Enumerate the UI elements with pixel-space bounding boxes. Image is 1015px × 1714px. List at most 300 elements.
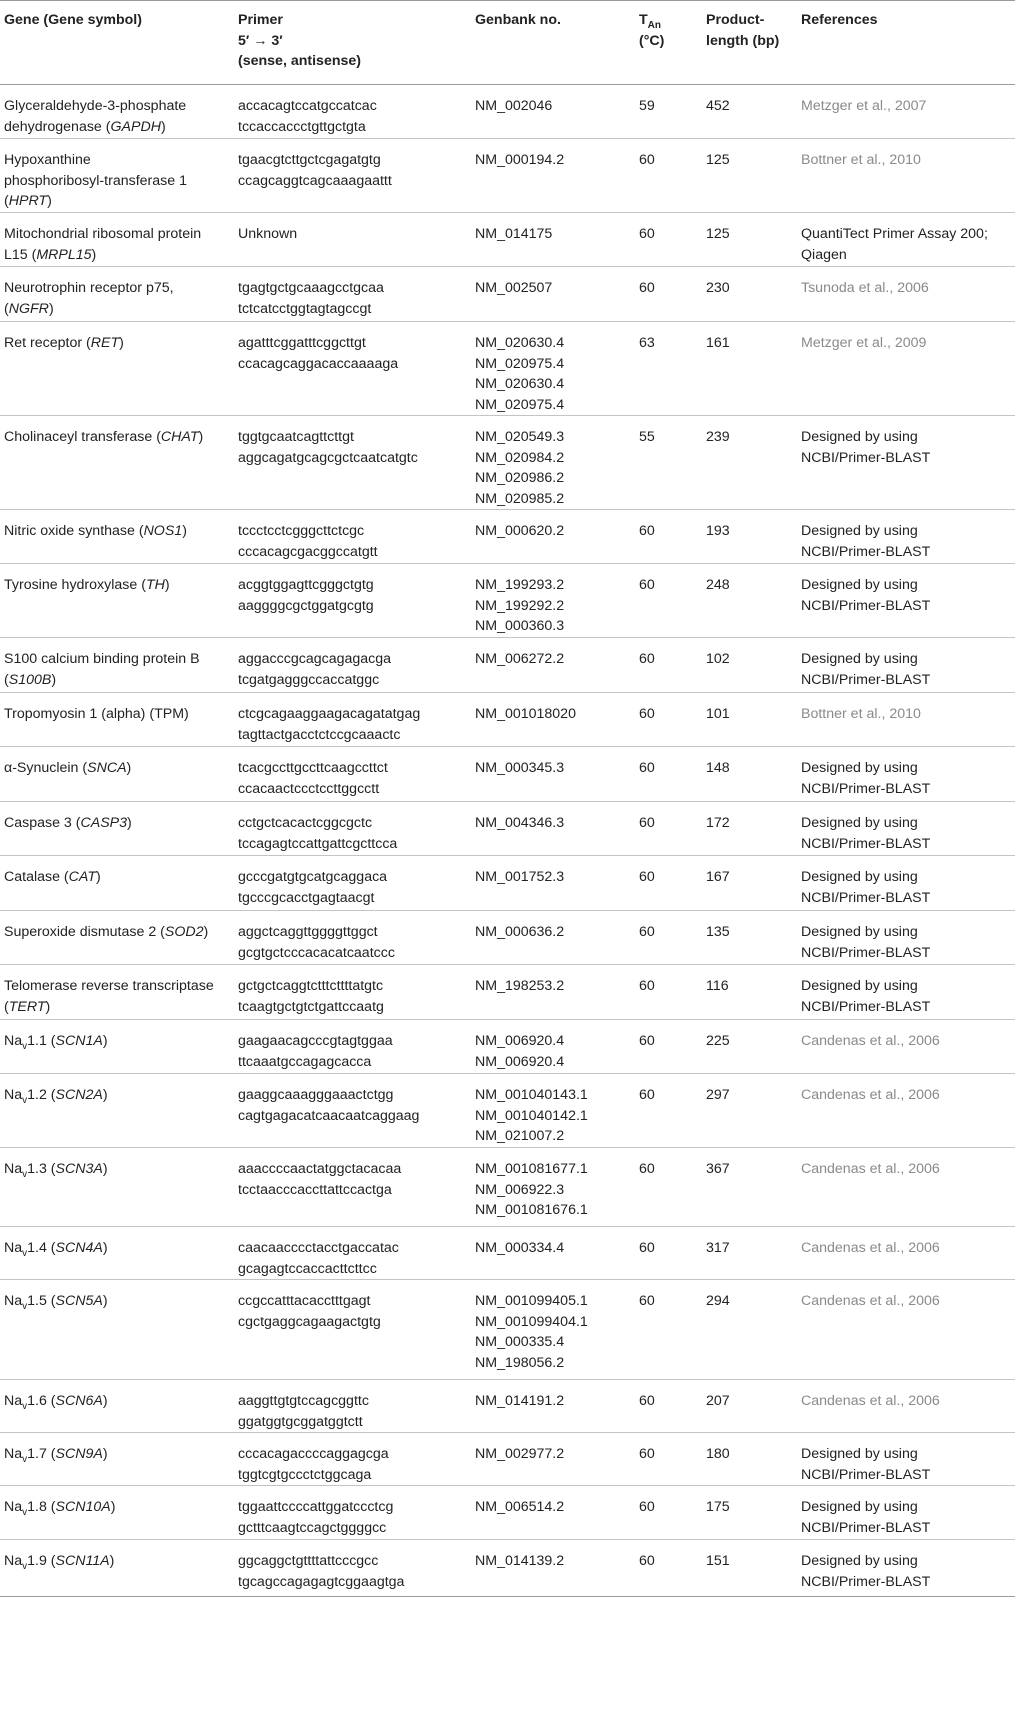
table-row [0,85,1015,139]
gene-text: v [22,1400,28,1412]
product-length-cell: 151 [706,1540,801,1597]
genbank-accession: NM_020975.4 [475,396,565,413]
primer-sequence: gaaggcaaagggaaactctgg [238,1087,394,1103]
product-length-cell: 125 [706,213,801,267]
gene-text: 1.1 ( [27,1033,56,1049]
table-row [0,1020,1015,1074]
gene-line [4,1291,238,1312]
gene-cell [0,1227,238,1280]
gene-cell [0,322,238,416]
genbank-accession: NM_020975.4 [475,355,565,372]
gene-line [4,245,238,266]
product-length-cell: 161 [706,322,801,416]
genbank-cell [475,1074,639,1148]
gene-line [4,704,238,725]
gene-text: v [22,1247,28,1259]
gene-cell [0,85,238,139]
genbank-accession: NM_020986.2 [475,470,565,486]
genbank-accession: NM_020984.2 [475,449,565,466]
reference-cell[interactable] [801,267,1015,322]
gene-text: Na [4,1293,23,1309]
table-row [0,1486,1015,1540]
reference-text: NCBI/Primer-BLAST [801,889,931,906]
gene-symbol: SNCA [87,760,127,776]
primer-cell [238,510,475,564]
gene-symbol: NOS1 [143,523,183,539]
genbank-cell [475,693,639,747]
gene-symbol: SCN9A [55,1446,103,1462]
reference-text: NCBI/Primer-BLAST [801,449,931,466]
gene-text: Mitochondrial ribosomal protein [4,226,202,242]
header-primer: Primer 5′ → 3′ (sense, antisense) [238,1,475,85]
primer-cell [238,1433,475,1486]
reference-cell[interactable] [801,322,1015,416]
reference-link[interactable]: Bottner et al., 2010 [801,152,921,168]
primer-cell [238,416,475,510]
table-row [0,747,1015,802]
annealing-temp-cell: 60 [639,638,706,693]
gene-cell [0,1148,238,1227]
primer-cell [238,1280,475,1380]
gene-text: ) [102,1240,108,1256]
gene-text: ) [102,1161,108,1177]
table-row [0,510,1015,564]
product-length-cell: 193 [706,510,801,564]
gene-line [4,333,238,354]
gene-cell [0,510,238,564]
gene-text: ) [164,577,170,593]
gene-cell [0,1020,238,1074]
gene-cell [0,139,238,213]
genbank-accession: NM_014175 [475,226,553,242]
gene-line [4,1031,238,1052]
genbank-accession: NM_002977.2 [475,1446,565,1462]
annealing-temp-cell: 60 [639,1020,706,1074]
genbank-accession: NM_006922.3 [475,1181,565,1198]
primer-sequence: tccaccaccctgttgctgta [238,118,366,135]
genbank-accession: NM_001040143.1 [475,1087,588,1103]
genbank-cell [475,747,639,802]
reference-cell[interactable] [801,1280,1015,1380]
reference-link[interactable]: Candenas et al., 2006 [801,1240,940,1256]
gene-line [4,299,238,320]
primer-sequence: aggacccgcagcagagacga [238,651,392,667]
gene-text: ) [102,1293,108,1309]
gene-symbol: SCN4A [55,1240,103,1256]
gene-text: ) [203,924,209,940]
gene-line [4,1159,238,1180]
gene-line [4,117,238,138]
gene-cell [0,1280,238,1380]
genbank-cell [475,1227,639,1280]
table-row [0,1433,1015,1486]
gene-text: 1.9 ( [27,1553,56,1569]
primer-sequence: aaggggcgctggatgcgtg [238,597,374,614]
gene-text: ( [4,300,9,317]
annealing-temp-cell: 60 [639,1074,706,1148]
gene-text: Caspase 3 ( [4,815,81,831]
genbank-accession: NM_020630.4 [475,335,565,351]
reference-link[interactable]: Candenas et al., 2006 [801,1161,940,1177]
gene-symbol: CAT [68,869,96,885]
genbank-accession: NM_001081676.1 [475,1202,588,1218]
gene-text: ) [182,523,187,539]
gene-text: Superoxide dismutase 2 ( [4,924,165,940]
primer-sequence: cctgctcacactcggcgctc [238,815,373,831]
genbank-accession: NM_198253.2 [475,978,565,994]
primer-cell [238,802,475,856]
gene-text: ) [126,760,132,776]
table-body [0,85,1015,1597]
reference-cell [801,510,1015,564]
reference-link[interactable]: Candenas et al., 2006 [801,1293,940,1309]
gene-text: α-Synuclein ( [4,760,88,776]
product-length-cell: 297 [706,1074,801,1148]
primer-sequence: tagttactgacctctccgcaaactc [238,726,401,743]
reference-cell [801,965,1015,1020]
reference-text: NCBI/Primer-BLAST [801,543,931,560]
primer-sequence: cccacagaccccaggagcga [238,1446,389,1462]
table-row [0,564,1015,638]
primer-sequence: cccacagcgacggccatgtt [238,543,378,560]
primer-sequence: ccagcaggtcagcaaagaattt [238,172,392,189]
primer-cell [238,1148,475,1227]
reference-cell [801,1433,1015,1486]
genbank-accession: NM_000360.3 [475,618,565,634]
genbank-accession: NM_006920.4 [475,1033,565,1049]
gene-cell [0,1540,238,1597]
genbank-accession: NM_001752.3 [475,869,565,885]
gene-cell [0,267,238,322]
primer-cell [238,564,475,638]
gene-text: v [22,1300,28,1312]
gene-cell [0,747,238,802]
genbank-accession: NM_000636.2 [475,924,565,940]
genbank-cell [475,213,639,267]
reference-text: NCBI/Primer-BLAST [801,597,931,614]
gene-symbol: SOD2 [164,924,204,940]
annealing-temp-cell: 60 [639,1148,706,1227]
annealing-temp-cell: 60 [639,213,706,267]
reference-cell[interactable] [801,85,1015,139]
gene-text: ) [51,671,57,688]
genbank-cell [475,856,639,911]
gene-symbol: CHAT [160,429,199,445]
gene-line [4,575,238,596]
gene-text: 1.6 ( [27,1393,56,1409]
gene-symbol: SCN6A [55,1393,103,1409]
reference-link[interactable]: Candenas et al., 2006 [801,1033,940,1049]
gene-symbol: SCN10A [55,1499,111,1515]
primer-sequence: tgcagccagagagtcggaagtga [238,1573,405,1590]
genbank-accession: NM_020630.4 [475,376,565,392]
reference-text: Designed by using [801,978,918,994]
gene-text: v [22,1453,28,1465]
gene-cell [0,1486,238,1540]
reference-cell[interactable] [801,693,1015,747]
genbank-cell [475,322,639,416]
reference-text: NCBI/Primer-BLAST [801,1519,931,1536]
primer-sequence: tccagagtccattgattcgcttcca [238,835,398,852]
primer-cell [238,693,475,747]
gene-text: ) [102,1033,108,1049]
gene-cell [0,1433,238,1486]
header-gene: Gene (Gene symbol) [0,1,238,85]
gene-text: Catalase ( [4,869,69,885]
reference-cell[interactable] [801,1148,1015,1227]
primer-sequence: tcaagtgctgtctgattccaatg [238,998,384,1015]
primer-sequence: aaaccccaactatggctacacaa [238,1161,402,1177]
annealing-temp-cell: 59 [639,85,706,139]
primer-sequence: tggtgcaatcagttcttgt [238,429,354,445]
table-row [0,1227,1015,1280]
primer-sequence: tggaattccccattggatccctcg [238,1499,394,1515]
primer-sequence: ccgccatttacacctttgagt [238,1293,371,1309]
annealing-temp-cell: 60 [639,1433,706,1486]
gene-text: 1.3 ( [27,1161,56,1177]
gene-line [4,1085,238,1106]
primer-sequence: tgagtgctgcaaagcctgcaa [238,280,384,296]
gene-text: ) [91,246,97,263]
genbank-accession: NM_020985.2 [475,490,565,507]
primer-sequence: gaagaacagcccgtagtggaa [238,1033,393,1049]
product-length-cell: 317 [706,1227,801,1280]
gene-cell [0,213,238,267]
gene-text: Tyrosine hydroxylase ( [4,577,146,593]
primer-sequence: tgaacgtcttgctcgagatgtg [238,152,381,168]
primer-sequence: ctcgcagaaggaagacagatatgag [238,706,421,722]
annealing-temp-cell: 60 [639,747,706,802]
gene-line [4,922,238,943]
table-row [0,267,1015,322]
primer-sequence: ttcaaatgccagagcacca [238,1053,372,1070]
gene-line [4,150,238,171]
gene-text: dehydrogenase ( [4,118,111,135]
reference-link[interactable]: Metzger et al., 2009 [801,335,927,351]
primer-sequence: tctcatcctggtagtagccgt [238,300,372,317]
gene-symbol: SCN3A [55,1161,103,1177]
reference-text: Designed by using [801,924,918,940]
gene-text: Tropomyosin 1 (alpha) (TPM) [4,706,189,722]
product-length-cell: 167 [706,856,801,911]
primer-sequence: gctttcaagtccagctggggcc [238,1519,387,1536]
annealing-temp-cell: 60 [639,1540,706,1597]
genbank-cell [475,1540,639,1597]
product-length-cell: 294 [706,1280,801,1380]
gene-cell [0,693,238,747]
reference-link[interactable]: Candenas et al., 2006 [801,1393,940,1409]
gene-text: v [22,1168,28,1180]
primer-sequence: aggctcaggttggggttggct [238,924,378,940]
gene-text: v [22,1560,28,1572]
gene-symbol: MRPL15 [36,246,92,263]
reference-text: NCBI/Primer-BLAST [801,998,931,1015]
gene-text: ) [110,1499,116,1515]
reference-text: NCBI/Primer-BLAST [801,780,931,797]
genbank-accession: NM_001081677.1 [475,1161,588,1177]
gene-text: v [22,1506,28,1518]
genbank-cell [475,1280,639,1380]
genbank-accession: NM_001099404.1 [475,1313,588,1330]
genbank-accession: NM_020549.3 [475,429,565,445]
gene-text: ) [96,869,101,885]
gene-cell [0,911,238,965]
product-length-cell: 172 [706,802,801,856]
gene-text: 1.4 ( [27,1240,56,1256]
primer-sequence: gcgtgctcccacacatcaatccc [238,944,395,961]
gene-text: Glyceraldehyde-3-phosphate [4,98,187,114]
genbank-accession: NM_002046 [475,98,553,114]
primer-sequence: tggtcgtgccctctggcaga [238,1466,372,1483]
gene-text: phosphoribosyl-transferase 1 [4,172,187,189]
product-length-cell: 125 [706,139,801,213]
genbank-cell [475,802,639,856]
genbank-cell [475,911,639,965]
genbank-accession: NM_004346.3 [475,815,565,831]
gene-cell [0,802,238,856]
table-header-row [0,1,1015,85]
gene-text: ) [48,300,54,317]
primer-sequence: cgctgaggcagaagactgtg [238,1313,381,1330]
reference-cell[interactable] [801,1380,1015,1433]
gene-text: L15 ( [4,246,37,263]
product-length-cell: 175 [706,1486,801,1540]
header-genbank: Genbank no. [475,1,639,85]
genbank-accession: NM_014191.2 [475,1393,565,1409]
genbank-cell [475,510,639,564]
reference-link[interactable]: Metzger et al., 2007 [801,98,927,114]
primer-sequence: ggatggtgcggatggtctt [238,1413,363,1430]
reference-text: Designed by using [801,869,918,885]
reference-cell[interactable] [801,139,1015,213]
primer-sequence: gcccgatgtgcatgcaggaca [238,869,388,885]
table-row [0,213,1015,267]
table-row [0,1540,1015,1597]
primer-cell [238,911,475,965]
reference-cell[interactable] [801,1074,1015,1148]
annealing-temp-cell: 60 [639,1380,706,1433]
primer-cell [238,85,475,139]
reference-link[interactable]: Candenas et al., 2006 [801,1087,940,1103]
table-row [0,965,1015,1020]
genbank-accession: NM_000334.4 [475,1240,565,1256]
reference-cell [801,856,1015,911]
genbank-accession: NM_002507 [475,280,553,296]
gene-cell [0,564,238,638]
gene-symbol: TERT [8,998,46,1015]
gene-text: ) [102,1393,108,1409]
primer-sequence: Unknown [238,226,298,242]
reference-link[interactable]: Tsunoda et al., 2006 [801,280,929,296]
gene-symbol: RET [90,335,120,351]
gene-text: v [22,1040,28,1052]
gene-line [4,96,238,117]
annealing-temp-cell: 60 [639,510,706,564]
genbank-accession: NM_199293.2 [475,577,565,593]
product-length-cell: 452 [706,85,801,139]
gene-line [4,867,238,888]
gene-line [4,997,238,1018]
gene-symbol: SCN2A [55,1087,103,1103]
table-row [0,416,1015,510]
genbank-cell [475,267,639,322]
reference-cell [801,213,1015,267]
reference-text: Qiagen [801,246,847,263]
gene-line [4,224,238,245]
gene-line [4,1551,238,1572]
gene-text: Na [4,1240,23,1256]
primer-cell [238,747,475,802]
gene-line [4,758,238,779]
gene-text: Na [4,1161,23,1177]
genbank-cell [475,416,639,510]
gene-symbol: SCN11A [55,1553,110,1569]
gene-text: ) [47,193,52,209]
primer-sequence: tcacgccttgccttcaagccttct [238,760,388,776]
gene-line [4,976,238,997]
reference-cell[interactable] [801,1020,1015,1074]
genbank-accession: NM_000194.2 [475,152,565,168]
gene-text: 1.5 ( [27,1293,56,1309]
annealing-temp-cell: 63 [639,322,706,416]
gene-text: ) [102,1087,108,1103]
gene-text: ( [4,193,9,209]
gene-line [4,1444,238,1465]
gene-text: S100 calcium binding protein B [4,651,200,667]
primer-sequence: gctgctcaggtctttcttttatgtc [238,978,384,994]
reference-text: Designed by using [801,577,918,593]
gene-text: Ret receptor ( [4,335,91,351]
reference-cell [801,416,1015,510]
annealing-temp-cell: 60 [639,1280,706,1380]
reference-cell [801,564,1015,638]
reference-link[interactable]: Bottner et al., 2010 [801,706,921,722]
primer-cell [238,1074,475,1148]
genbank-accession: NM_000345.3 [475,760,565,776]
genbank-accession: NM_014139.2 [475,1553,565,1569]
gene-symbol: NGFR [8,300,49,317]
primer-sequence: aggcagatgcagcgctcaatcatgtc [238,449,418,466]
gene-text: ) [198,429,204,445]
gene-symbol: S100B [8,671,52,688]
reference-text: QuantiTect Primer Assay 200; [801,226,988,242]
product-length-cell: 207 [706,1380,801,1433]
gene-line [4,427,238,448]
gene-line [4,521,238,542]
reference-cell[interactable] [801,1227,1015,1280]
genbank-cell [475,1020,639,1074]
gene-text: Na [4,1033,23,1049]
genbank-accession: NM_006920.4 [475,1053,565,1070]
gene-text: Cholinaceyl transferase ( [4,429,161,445]
genbank-cell [475,638,639,693]
primer-cell [238,1227,475,1280]
reference-cell [801,747,1015,802]
genbank-accession: NM_021007.2 [475,1128,565,1144]
reference-text: Designed by using [801,523,918,539]
genbank-cell [475,1486,639,1540]
gene-cell [0,856,238,911]
reference-text: NCBI/Primer-BLAST [801,944,931,961]
primer-sequence: cagtgagacatcaacaatcaggaag [238,1107,420,1124]
product-length-cell: 248 [706,564,801,638]
reference-cell [801,638,1015,693]
gene-line [4,191,238,212]
product-length-cell: 230 [706,267,801,322]
table-row [0,911,1015,965]
gene-text: ) [160,118,166,135]
product-length-cell: 367 [706,1148,801,1227]
